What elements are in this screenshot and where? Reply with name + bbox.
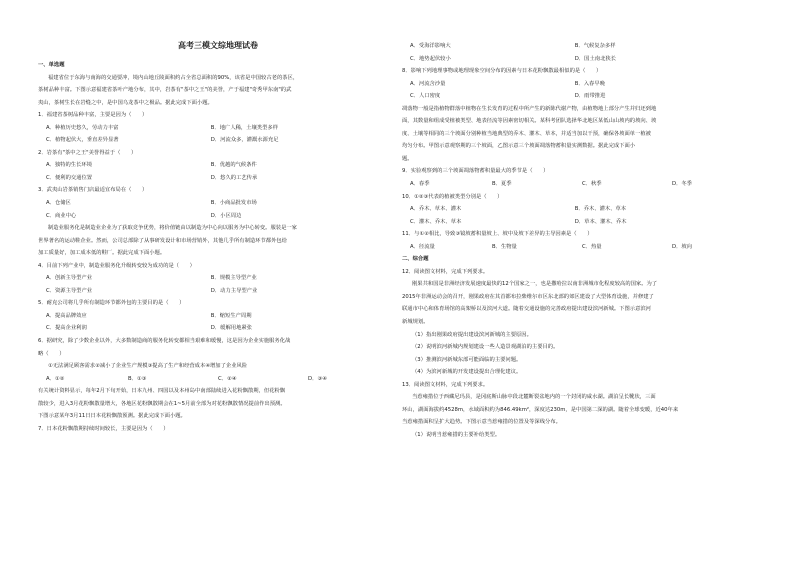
option: D．③④ [308,375,327,382]
options-row [402,178,762,191]
passage-line: 福建省位于东海与南海的交通要冲，境内山地丘陵面积约占全省总面积的90%，该省是中国较古老的茶区， [48,74,299,81]
passage-line: 刚果共和国是非洲经济发展速度最快的12个国家之一，也是撒哈拉以南非洲城市化程度较高的国家。为了 [412,281,658,288]
passage-line: 加工质量好，加工成本低的鞋厂。据此完成下面小题。 [38,250,166,257]
section-heading-single-choice: 一、单选题 [38,62,65,68]
option: B．小商品批发市场 [210,200,257,207]
passage-line: 世界著名的运动鞋企业。然而，公司总部除了从事研发设计和市场营销外，其他几乎所有制造环节都外包给 [38,237,287,244]
option: A．径流量 [410,243,435,250]
question-10: 10．①②③代表的植被类型分别是（ ） [402,193,503,200]
sub-question: （1）指出刚果政府提出建设滨河新城的主要原因。 [412,331,532,338]
option: A．受海洋影响大 [410,43,451,49]
option: C．提高企业利润 [46,325,87,332]
passage-line: 环山，湖面海拔约4528m，水域面积约为846.49km²，深度达230m，是中国第二深的湖。随着全球变暖，近40年来 [402,406,679,413]
option: C．秋季 [582,181,602,188]
passage-line: 新城规划。 [402,319,429,326]
option: B．①③ [128,375,147,382]
option: C．植物起伏大，垂直差异显著 [46,137,119,144]
options-row [38,122,398,135]
option: D．坡向 [672,243,692,250]
passage-line: 均匀分布。甲图示意观察期的三个坡面，乙图示意三个坡面凋落物蓄积量实测数据。据此完成下面小 [402,143,636,150]
option: B．地广人稀，土壤类型多样 [210,124,278,131]
question-3: 3．武夷山岩茶销售门店最适宜布局在（ ） [38,187,148,194]
option: A．提高品牌效应 [46,312,87,319]
options-row [402,40,762,53]
options-row [402,90,762,103]
passage-line: 下图示意某年3月11日日本花粉飘散预测。据此完成下面小题。 [38,413,186,420]
option: C．地势起伏较小 [410,55,451,62]
option: A．河流含沙量 [410,80,446,87]
option: C．灌木、乔木、草本 [410,218,462,225]
option: B．气候复杂多样 [574,43,616,49]
sub-question: （4）为滨河新城的开发建设提出合理化建议。 [412,369,522,376]
option: C．热量 [582,243,602,250]
option: D．草本、灌木、乔木 [574,218,627,225]
options-row [38,272,398,285]
section-heading-comprehensive: 二、综合题 [402,256,429,263]
passage-line: 夷山，茶树生长在岩缝之中，是中国乌龙茶中之极品。据此完成下面小题。 [38,99,213,106]
question-6: 6．据研究，除了少数企业以外，大多数制造商的服务化转变都相当艰难和缓慢，这是因为企业实施服务化战 [38,338,291,345]
options-row [402,53,762,66]
option: B．规模主导型产业 [210,275,257,282]
question-6-cont: 略（ ） [38,350,65,357]
options-row [38,322,398,335]
option: C．便利的交通位置 [46,174,93,181]
left-column [38,47,398,435]
passage-line: 题。 [402,155,413,162]
option: D．雨带推进 [574,93,606,100]
right-column [402,40,762,442]
options-row [402,216,762,229]
options-row [402,241,762,254]
options-row [38,159,398,172]
option: B．缩短生产周期 [210,312,252,319]
question-6-items: ①无法满足顾客需求②减小了企业生产规模③提高了生产和经营成本④增加了企业风险 [48,363,248,370]
options-row [38,210,398,223]
option: C．资源主导型产业 [46,287,93,294]
question-5: 5．耐克公司将几乎所有制造环节都外包的主要目的是（ ） [38,300,185,307]
passage-line: 茶树品种丰富。下图示意福建省茶叶产地分布，其中，岩茶有"茶中之王"的美誉，产于福建"奇秀甲东南"的武 [38,87,292,94]
passage-line: 有关统计资料显示，每年2月下旬开始，日本九州、四国以及本州岛中南部陆续进入花粉飘散期，但花粉飘 [38,388,286,395]
option: A．乔木、草本、灌木 [410,206,462,213]
option: B．生物量 [492,243,517,250]
option: C．人口密度 [410,93,441,100]
option: B．夏季 [492,181,512,188]
options-row [38,310,398,323]
option: B．乔木、灌木、草本 [574,206,627,213]
question-8: 8．影响下列地理事物或地理现象空间分布的因素与日本花粉飘散最相似的是（ ） [402,68,602,75]
options-row [38,285,398,298]
options-row [38,172,398,185]
option: D．河流众多，灌溉水源充足 [210,137,279,144]
option: D．缓解用地紧张 [210,325,252,332]
passage-line: 联通市中心和体育场馆的高架桥以及滨河大道。随着交通设施的完善政府提出建设滨河新城。下图示意滨河 [402,306,651,313]
option: A．仓储区 [46,200,71,207]
option: D．动力主导型产业 [210,287,258,294]
passage-line: 制造业服务化是制造业企业为了获取竞争优势，将价值链由以制造为中心向以服务为中心转变。服装是一家 [48,225,297,232]
question-13: 13．阅读图文材料，完成下列要求。 [402,381,489,388]
options-row [402,203,762,216]
option: C．②④ [218,375,237,382]
sub-question: （2）说明滨河新城内规划建设一些人造景观湖泊的主要目的。 [412,344,559,351]
option: B．优越的气候条件 [210,162,257,169]
passage-line: 散较少，进入3月花粉飘散量增大，各地区花粉飘散期会在1~5月前全部为对花粉飘散情况提前作出预测。 [38,400,286,407]
option: D．国土南北狭长 [574,55,616,62]
option: B．入春早晚 [574,80,605,87]
question-7: 7．日本花粉飘散期持续时间较长，主要是因为（ ） [38,425,169,432]
passage-line: 度、土壤等相同的三个坡面分别种植当地典型的乔木、灌木、草本，并适当加以干预，确保各坡面单一植被 [402,130,651,137]
option: A．创新主导型产业 [46,275,92,282]
question-1: 1．福建省茶树品种丰富，主要是因为（ ） [38,112,148,119]
option: D．冬季 [672,181,692,188]
option: A．①② [46,375,65,382]
question-11: 11．与①②相比，导致③镜坡蓄积量坡上、坡中及坡下差异的主导因素是（ ） [402,231,593,238]
question-4: 4．目前下列产业中，制造业服务化升级转变较为成功的是（ ） [38,262,195,269]
passage-line: 2015年非洲运动会的召开，刚果政府在其首都布拉柴维尔市区东北部的郊区建设了大型体育设施，并修建了 [402,293,654,300]
sub-question: （1）说明当惹雍措的主要补给类型。 [412,431,501,438]
question-9: 9．实验观察到的三个坡面凋落物蓄积量最大的季节是（ ） [402,168,549,175]
option: A．独特的生长环境 [46,162,92,169]
option: A．种植历史悠久，劳动力丰富 [46,124,119,131]
passage-line: 凋落物一般是指植物群落中植物在生长发育的过程中所产生的新陈代谢产物，由植物地上部分产生并归还到地 [402,105,657,112]
passage-line: 当惹雍措面积呈扩大趋势。下图示意当惹雍措的位置及等深线分布。 [402,419,561,426]
passage-line: 当惹雍措位于西藏尼玛县，是冈底斯山脉中段北麓断裂盆地内的一个封闭的咸水湖。湖泊呈长靴状，三面 [412,394,656,401]
option: A．春季 [410,181,430,188]
passage-line: 面，其数量和组成受植被类型、地表径流等因素密切相关。某科考团队选择华北地区某低山山坡内的坡向、坡 [402,118,657,125]
page-title: 高考三模文综地理试卷 [178,41,258,50]
options-row [402,78,762,91]
sub-question: （3）推测滨河新城东部可能面临的主要问题。 [412,356,522,363]
options-row [38,197,398,210]
option: C．商业中心 [46,212,77,219]
option: D．悠久的工艺传承 [210,174,258,181]
question-12: 12．阅读图文材料，完成下列要求。 [402,268,489,275]
options-row [38,134,398,147]
option: D．小区周边 [210,212,242,219]
options-row [38,373,398,386]
question-2: 2．岩茶有"茶中之王"美誉得益于（ ） [38,149,137,156]
